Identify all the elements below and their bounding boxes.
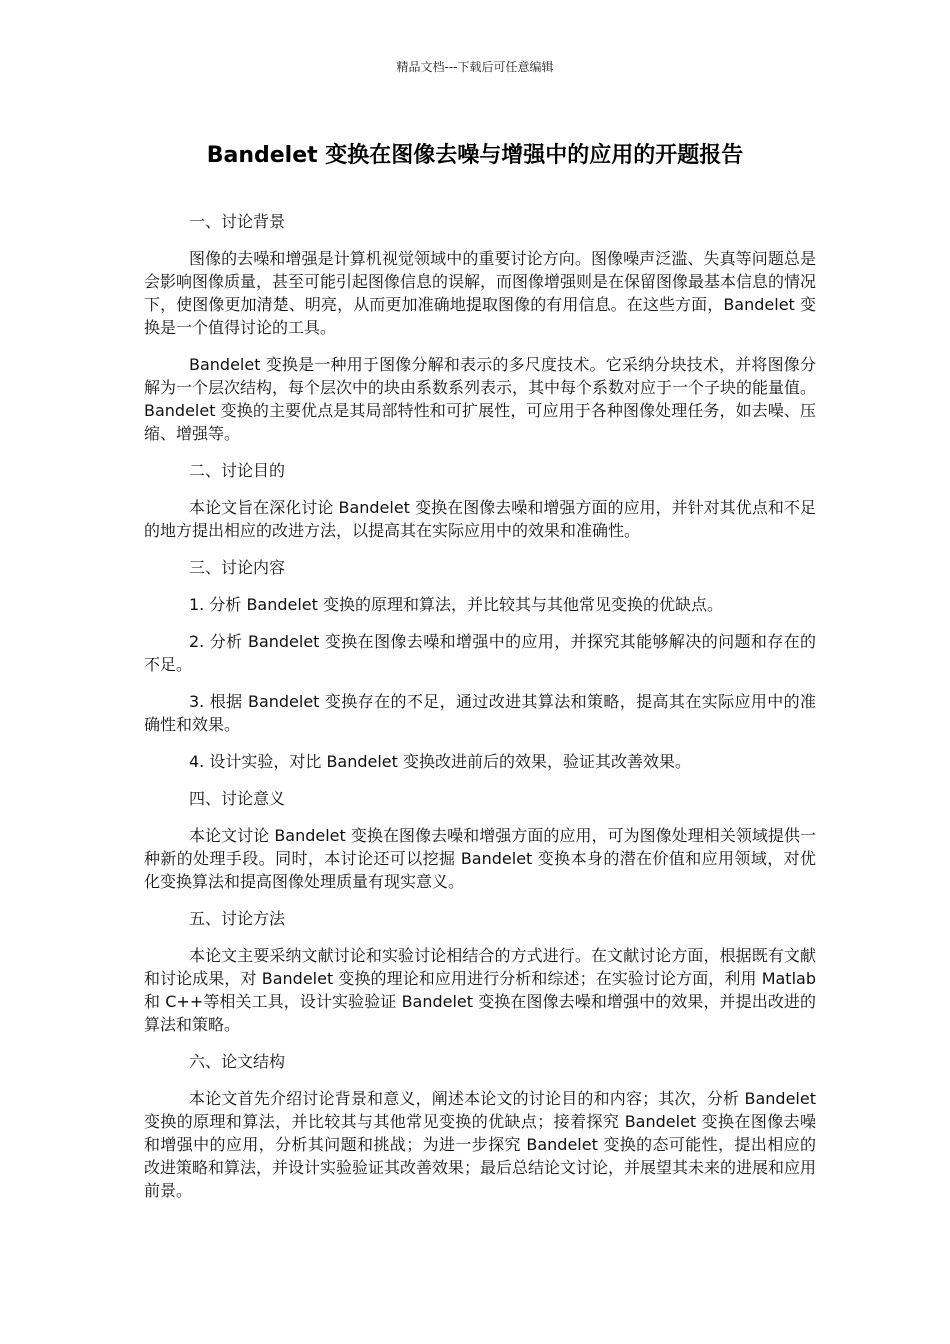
section-heading-significance: 四、讨论意义 bbox=[189, 789, 286, 808]
list-item: 3. 根据 Bandelet 变换存在的不足，通过改进其算法和策略，提高其在实际应用中的准确性和效果。 bbox=[144, 692, 816, 734]
section-heading-content: 三、讨论内容 bbox=[189, 558, 286, 577]
section-heading-method: 五、讨论方法 bbox=[189, 909, 286, 928]
document-body bbox=[144, 210, 816, 1216]
section-heading-background: 一、讨论背景 bbox=[189, 212, 286, 231]
paragraph: 本论文旨在深化讨论 Bandelet 变换在图像去噪和增强方面的应用，并针对其优点和不足的地方提出相应的改进方法，以提高其在实际应用中的效果和准确性。 bbox=[144, 498, 816, 540]
section-heading-purpose: 二、讨论目的 bbox=[189, 461, 286, 480]
paragraph: 本论文主要采纳文献讨论和实验讨论相结合的方式进行。在文献讨论方面，根据既有文献和讨论成果，对 Bandelet 变换的理论和应用进行分析和综述；在实验讨论方面，利用 Matlab 和 C++等相关工具，设计实验验证 Bandelet 变换在图像去噪和增强中的效果，并提出改进的算法和策略。 bbox=[144, 946, 816, 1034]
paragraph: 图像的去噪和增强是计算机视觉领域中的重要讨论方向。图像噪声泛滥、失真等问题总是会影响图像质量，甚至可能引起图像信息的误解，而图像增强则是在保留图像最基本信息的情况下，使图像更加清楚、明亮，从而更加准确地提取图像的有用信息。在这些方面，Bandelet 变换是一个值得讨论的工具。 bbox=[144, 249, 817, 337]
page-header: 精品文档---下载后可任意编辑 bbox=[396, 60, 554, 74]
section-heading-structure: 六、论文结构 bbox=[189, 1052, 286, 1071]
paragraph: 本论文首先介绍讨论背景和意义，阐述本论文的讨论目的和内容；其次，分析 Bandelet 变换的原理和算法，并比较其与其他常见变换的优缺点；接着探究 Bandelet 变换在图像去噪和增强中的应用，分析其问题和挑战；为进一步探究 Bandelet 变换的态可能性，提出相应的改进策略和算法，并设计实验验证其改善效果；最后总结论文讨论，并展望其未来的进展和应用前景。 bbox=[144, 1089, 817, 1200]
document-title: Bandelet 变换在图像去噪与增强中的应用的开题报告 bbox=[206, 143, 744, 168]
list-item: 4. 设计实验，对比 Bandelet 变换改进前后的效果，验证其改善效果。 bbox=[189, 752, 692, 771]
list-item: 2. 分析 Bandelet 变换在图像去噪和增强中的应用，并探究其能够解决的问题和存在的不足。 bbox=[144, 632, 816, 674]
paragraph: Bandelet 变换是一种用于图像分解和表示的多尺度技术。它采纳分块技术，并将图像分解为一个层次结构，每个层次中的块由系数系列表示，其中每个系数对应于一个子块的能量值。Bandelet 变换的主要优点是其局部特性和可扩展性，可应用于各种图像处理任务，如去噪、压缩、增强等。 bbox=[144, 355, 817, 443]
paragraph: 本论文讨论 Bandelet 变换在图像去噪和增强方面的应用，可为图像处理相关领域提供一种新的处理手段。同时，本讨论还可以挖掘 Bandelet 变换本身的潜在价值和应用领域，对优化变换算法和提高图像处理质量有现实意义。 bbox=[144, 826, 816, 891]
list-item: 1. 分析 Bandelet 变换的原理和算法，并比较其与其他常见变换的优缺点。 bbox=[189, 595, 724, 614]
